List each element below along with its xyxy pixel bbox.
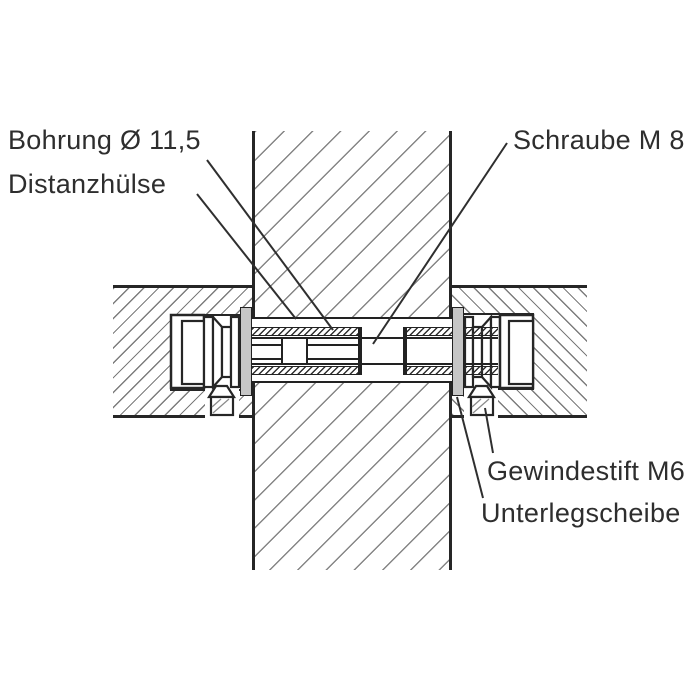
leader-schraube bbox=[373, 143, 507, 344]
label-bohrung: Bohrung Ø 11,5 bbox=[8, 125, 201, 155]
leader-gewindestift bbox=[485, 408, 493, 453]
label-gewindestift: Gewindestift M6 bbox=[487, 456, 686, 486]
leader-unterlegscheibe bbox=[457, 397, 483, 498]
label-unterlegscheibe: Unterlegscheibe bbox=[481, 498, 681, 528]
label-schraube: Schraube M 8 bbox=[513, 125, 685, 155]
label-distanzhuelse: Distanzhülse bbox=[8, 169, 167, 199]
leader-bohrung bbox=[207, 160, 333, 330]
